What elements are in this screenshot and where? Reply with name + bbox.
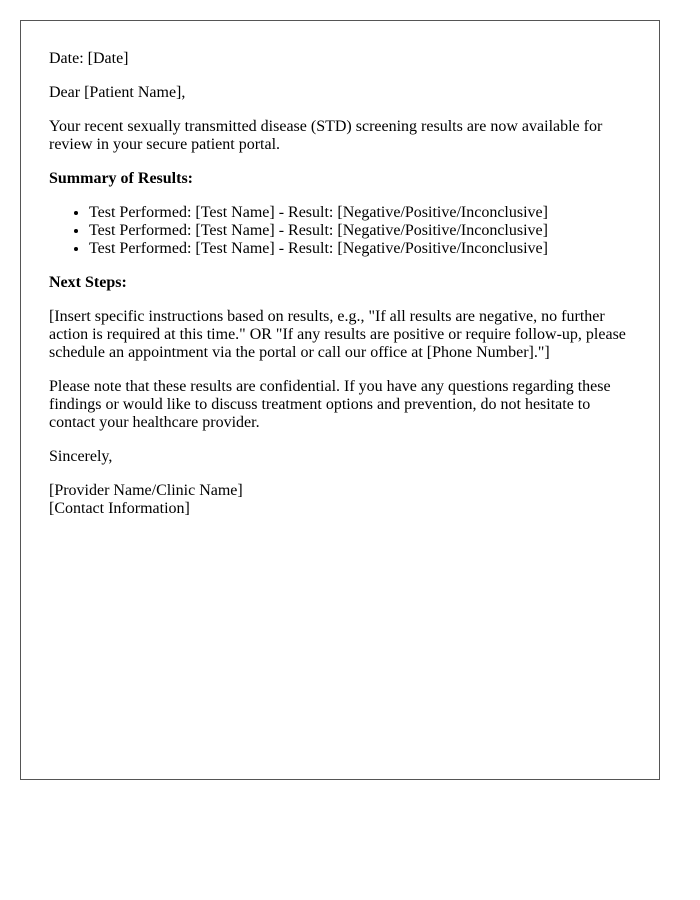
salutation: Dear [Patient Name],	[49, 84, 186, 101]
date-line: Date: [Date]	[49, 50, 129, 67]
results-list	[49, 204, 631, 258]
contact-info: [Contact Information]	[49, 500, 190, 517]
instructions-paragraph: [Insert specific instructions based on results, e.g., "If all results are negative, no further action is required at this time." OR "If any results are positive or require follow-up, please schedule an appointment via the portal or call our office at [Phone Number]."]	[49, 308, 626, 361]
result-item: • Test Performed: [Test Name] - Result: [Negative/Positive/Inconclusive]	[89, 204, 631, 222]
intro-paragraph: Your recent sexually transmitted disease (STD) screening results are now available for review in your secure patient portal.	[49, 118, 603, 153]
signature-block	[49, 482, 631, 518]
provider-name: [Provider Name/Clinic Name]	[49, 482, 243, 499]
letter-container	[20, 20, 660, 780]
result-item: • Test Performed: [Test Name] - Result: [Negative/Positive/Inconclusive]	[89, 240, 631, 258]
confidential-note: Please note that these results are confidential. If you have any questions regarding these findings or would like to discuss treatment options and prevention, do not hesitate to contact your healthcare provider.	[49, 378, 611, 431]
result-item: • Test Performed: [Test Name] - Result: [Negative/Positive/Inconclusive]	[89, 222, 631, 240]
closing: Sincerely,	[49, 448, 113, 465]
summary-heading: Summary of Results:	[49, 170, 193, 187]
next-steps-heading: Next Steps:	[49, 274, 127, 291]
